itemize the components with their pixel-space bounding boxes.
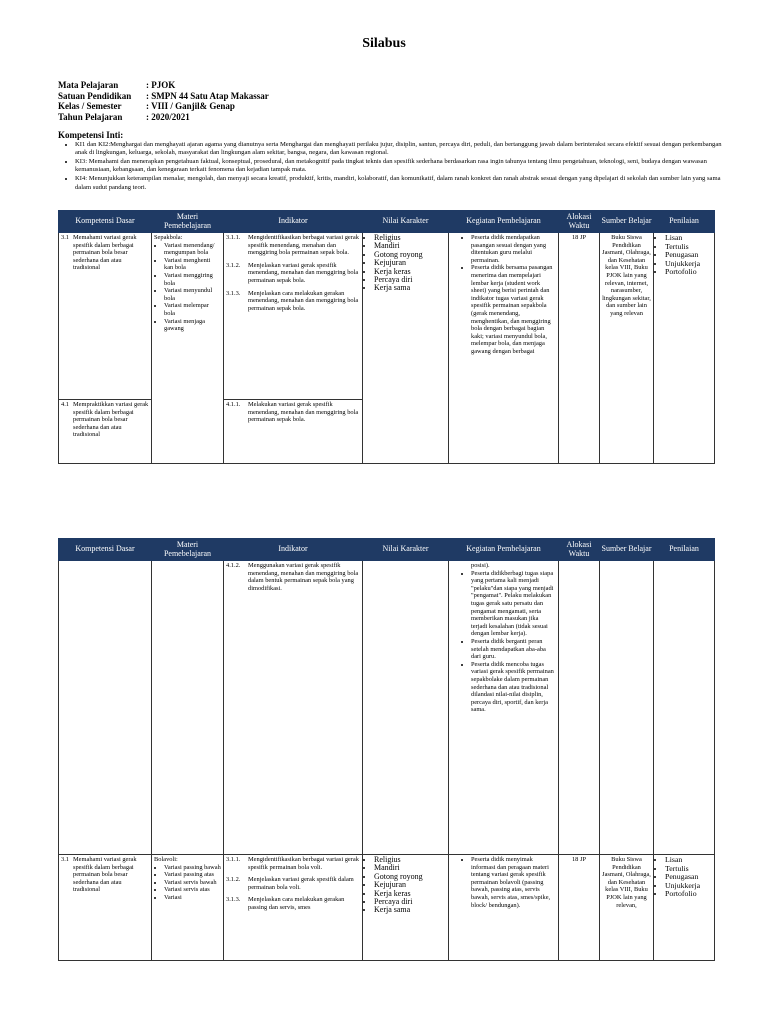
kd-text: Memahami variasi gerak spesifik dalam berbagai permainan bola besar sederhana dan atau tradisional [73, 234, 137, 272]
kd-text: Memahami variasi gerak spesifik dalam berbagai permainan bola besar sederhana dan atau tradisional [73, 856, 137, 894]
sumber-cell: Buku Siswa Pendidikan Jasmani, Olahraga, dan Kesehatan kelas VIII, Buku PJOK lain yang relevan, internet, narasumber, lingkungan sekitar, dan sumber lain yang relevan [600, 233, 654, 464]
materi-item: • Variasi menghenti kan bola [164, 257, 221, 272]
col-materi: Materi Pemebelajaran [152, 539, 224, 561]
meta-value: : VIII / Ganjil& Genap [146, 101, 235, 111]
penilaian-item: • Portofolio [665, 890, 712, 899]
indikator-text: Menjelaskan cara melakukan gerakan menendang, menahan dan menggiring bola permainan sepak bola. [248, 289, 359, 312]
col-nilai-karakter: Nilai Karakter [363, 539, 449, 561]
ki-item: • KI3: Memahami dan menerapkan pengetahuan faktual, konseptual, prosedural, dan metakognitif pada tingkat teknis dan spesifik sederhana berdasarkan rasa ingin tahunya tentang ilmu pengetahuan, teknologi, seni, budaya dengan wawasan kemanusiaan, kebangsaan, dan kenegaraan terkait fenomena dan kejadian tampak mata. [75, 158, 728, 175]
materi-item: • Variasi menyundul bola [164, 287, 221, 302]
meta-label: Mata Pelajaran [58, 80, 119, 90]
nilai-item: • Kerja keras [374, 890, 446, 898]
nilai-item: • Gotong royong [374, 873, 446, 881]
kegiatan-cell [449, 233, 559, 464]
materi-item: • Variasi passing bawah [164, 864, 221, 872]
kd-cell [59, 400, 152, 464]
nilai-karakter-cell [363, 561, 449, 855]
nilai-item: • Kejujuran [374, 259, 446, 267]
kegiatan-item: • Peserta didikberbagi tugas siapa yang pertama kali menjadi "pelaku"dan siapa yang menjadi "pengamat". Pelaku melakukan tugas gerak satu persatu dan pengamat mengamati, serta memberikan masukan jika terjadi kesalahan (tidak sesuai dengan lembar kerja). [471, 570, 556, 638]
nilai-item: • Kerja sama [374, 906, 446, 914]
kegiatan-cell [449, 855, 559, 961]
kegiatan-list [451, 570, 556, 714]
materi-title: Sepakbola: [154, 234, 183, 241]
table-row [59, 855, 715, 961]
materi-title: Bolavoli: [154, 856, 178, 863]
materi-item: • Variasi servis atas [164, 886, 221, 894]
kegiatan-item: • Peserta didik berganti peran setelah mendapatkan aba-aba dari guru. [471, 638, 556, 661]
penilaian-item: • Penugasan [665, 873, 712, 882]
page-title: Silabus [362, 36, 406, 51]
syllabus-table-1 [58, 210, 715, 464]
penilaian-item: • Lisan [665, 234, 712, 243]
meta-row [58, 112, 269, 123]
meta-row [58, 80, 269, 91]
penilaian-item: • Unjukkerja [665, 260, 712, 269]
nilai-item: • Mandiri [374, 864, 446, 872]
indikator-number: 3.1.1. [226, 856, 241, 863]
kd-number: 3.1 [61, 234, 69, 241]
penilaian-cell [654, 561, 715, 855]
ki-item: • KI1 dan KI2:Menghargai dan menghayati ajaran agama yang dianutnya serta Menghargai dan menghayati perilaku jujur, disiplin, santun, percaya diri, peduli, dan bertanggung jawab dalam berinteraksi secara efektif sesuai dengan perkembangan anak di lingkungan, keluarga, sekolah, masyarakat dan lingkungan alam sekitar, bangsa, negara, dan kawasan regional. [75, 141, 728, 158]
col-kegiatan: Kegiatan Pembelajaran [449, 211, 559, 233]
meta-value: : SMPN 44 Satu Atap Makassar [146, 90, 269, 101]
penilaian-item: • Unjukkerja [665, 882, 712, 891]
subject-info [58, 80, 269, 122]
col-alokasi: Alokasi Waktu [559, 539, 600, 561]
materi-cell [152, 855, 224, 961]
ki-heading: Kompetensi Inti: [58, 130, 124, 140]
indikator-text: Mengidentifikasikan berbagai variasi gerak spesifik menendang, menahan dan menggiring bola permainan sepak bola. [248, 234, 359, 257]
meta-label: Satuan Pendidikan [58, 90, 132, 101]
alokasi-cell: 18 JP [559, 855, 600, 961]
materi-item: • Variasi menjaga gawang [164, 318, 221, 333]
materi-item: • Variasi [164, 894, 221, 902]
sumber-cell: Buku Siswa Pendidikan Jasmani, Olahraga, dan Kesehatan kelas VIII, Buku PJOK lain yang relevan, [600, 855, 654, 961]
indikator-number: 4.1.2. [226, 562, 241, 569]
materi-item: • Variasi passing atas [164, 871, 221, 879]
kegiatan-list [451, 234, 556, 356]
nilai-item: • Percaya diri [374, 898, 446, 906]
nilai-item: • Kerja keras [374, 268, 446, 276]
kegiatan-cell [449, 561, 559, 855]
col-sumber: Sumber Belajar [600, 539, 654, 561]
indikator-number: 3.1.1. [226, 234, 241, 241]
indikator-text: Menjelaskan variasi gerak spesifik menendang, menahan dan menggiring bola permainan sepak bola. [248, 261, 359, 284]
materi-cell [152, 233, 224, 464]
nilai-item: • Gotong royong [374, 251, 446, 259]
kd-cell [59, 561, 152, 855]
col-sumber: Sumber Belajar [600, 211, 654, 233]
indikator-cell [224, 233, 363, 400]
nilai-item: • Mandiri [374, 242, 446, 250]
table-row [59, 561, 715, 855]
indikator-number: 3.1.2. [226, 261, 241, 269]
meta-label: Kelas / Semester [58, 101, 122, 111]
indikator-text: Menjelaskan cara melakukan gerakan passing dan servis, smes [248, 896, 345, 911]
col-kompetensi-dasar: Kompetensi Dasar [59, 539, 152, 561]
ki-item: • KI4: Menunjukkan keterampilan menalar, mengolah, dan menyaji secara kreatif, produktif, kritis, mandiri, kolaboratif, dan komunikatif, dalam ranah konkret dan ranah abstrak sesuai dengan yang dipelajari di sekolah dan sumber lain yang sama dalam sudut pandang teori. [75, 175, 728, 192]
penilaian-list [656, 856, 712, 899]
table-row [59, 233, 715, 400]
kegiatan-item: • Peserta didik bersama pasangan menerima dan mempelajari lembar kerja (student work sheet) yang berisi perintah dan indikator tugas variasi gerak spesifik permainan sepakbola (gerak menendang, menghentikan, dan menggiring bola dengan berbagai bagian kaki; variasi menyundul bola, melempar bola, dan menjaga gawang dengan berbagai [471, 264, 556, 355]
col-alokasi: Alokasi Waktu [559, 211, 600, 233]
nilai-karakter-cell [363, 855, 449, 961]
kd-cell [59, 855, 152, 961]
kegiatan-item: • Peserta didik mencoba tugas variasi gerak spesifik permainan sepakbolake dalam permainan sederhana dan atau tradisional dilandasi nilai-nilai disiplin, percaya diri, sportif, dan kerja sama. [471, 661, 556, 714]
ki-list [58, 141, 728, 193]
materi-list [154, 242, 221, 333]
materi-list [154, 864, 221, 902]
nilai-list [365, 234, 446, 293]
table-header-row [59, 539, 715, 561]
indikator-text: Mengidentifikasikan berbagai variasi gerak spesifik permainan bola voli. [248, 856, 359, 871]
table-header-row [59, 211, 715, 233]
col-indikator: Indikator [224, 539, 363, 561]
kd-number: 4.1 [61, 401, 69, 408]
materi-item: • Variasi menggiring bola [164, 272, 221, 287]
materi-item: • Variasi menendang/ mengumpan bola [164, 242, 221, 257]
kd-text: Mempraktikkan variasi gerak spesifik dalam berbagai permainan bola besar sederhana dan atau tradisional [73, 401, 149, 439]
penilaian-list [656, 234, 712, 277]
indikator-text: Menjelaskan variasi gerak spesifik dalam permainan bola voli. [248, 876, 354, 891]
nilai-item: • Percaya diri [374, 276, 446, 284]
materi-cell [152, 561, 224, 855]
col-penilaian: Penilaian [654, 539, 715, 561]
indikator-cell [224, 400, 363, 464]
penilaian-item: • Tertulis [665, 243, 712, 252]
sumber-cell [600, 561, 654, 855]
meta-row [58, 91, 269, 102]
kegiatan-list [451, 856, 556, 909]
col-nilai-karakter: Nilai Karakter [363, 211, 449, 233]
meta-row [58, 101, 269, 112]
penilaian-item: • Penugasan [665, 251, 712, 260]
nilai-item: • Religius [374, 856, 446, 864]
col-kompetensi-dasar: Kompetensi Dasar [59, 211, 152, 233]
alokasi-cell [559, 561, 600, 855]
nilai-list [365, 856, 446, 915]
indikator-number: 4.1.1. [226, 401, 241, 408]
alokasi-cell: 18 JP [559, 233, 600, 464]
indikator-number: 3.1.3. [226, 289, 241, 297]
indikator-cell [224, 561, 363, 855]
kegiatan-continued: posisi). [471, 562, 490, 569]
materi-item: • Variasi melempar bola [164, 302, 221, 317]
col-penilaian: Penilaian [654, 211, 715, 233]
indikator-text: Melakukan variasi gerak spesifik menendang, menahan dan menggiring bola permainan sepak bola. [248, 401, 359, 424]
meta-label: Tahun Pelajaran [58, 111, 123, 122]
nilai-item: • Kerja sama [374, 284, 446, 292]
syllabus-table-2 [58, 538, 715, 961]
col-indikator: Indikator [224, 211, 363, 233]
kd-number: 3.1 [61, 856, 69, 863]
col-kegiatan: Kegiatan Pembelajaran [449, 539, 559, 561]
kegiatan-item: • Peserta didik menyimak informasi dan peragaan materi tentang variasi gerak spesifik permainan bolavoli (passing bawah, passing atas, servis bawah, servis atas, smes/spike, block/ bendungan). [471, 856, 556, 909]
penilaian-item: • Portofolio [665, 268, 712, 277]
indikator-number: 3.1.2. [226, 876, 241, 884]
indikator-cell [224, 855, 363, 961]
col-materi: Materi Pemebelajaran [152, 211, 224, 233]
penilaian-cell [654, 855, 715, 961]
meta-value: : 2020/2021 [146, 111, 190, 122]
kegiatan-item: • Peserta didik mendapatkan pasangan sesuai dengan yang ditentukan guru melalui permainan. [471, 234, 556, 264]
meta-value: : PJOK [146, 80, 176, 90]
indikator-text: Menggunakan variasi gerak spesifik menendang, menahan dan menggiring bola dalam bentuk permainan sepak bola yang dimodifikasi. [248, 562, 359, 592]
kd-cell [59, 233, 152, 400]
kompetensi-inti [58, 131, 728, 192]
nilai-karakter-cell [363, 233, 449, 464]
nilai-item: • Religius [374, 234, 446, 242]
indikator-number: 3.1.3. [226, 896, 241, 904]
penilaian-item: • Tertulis [665, 865, 712, 874]
nilai-item: • Kejujuran [374, 881, 446, 889]
penilaian-cell [654, 233, 715, 464]
penilaian-item: • Lisan [665, 856, 712, 865]
materi-item: • Variasi servis bawah [164, 879, 221, 887]
